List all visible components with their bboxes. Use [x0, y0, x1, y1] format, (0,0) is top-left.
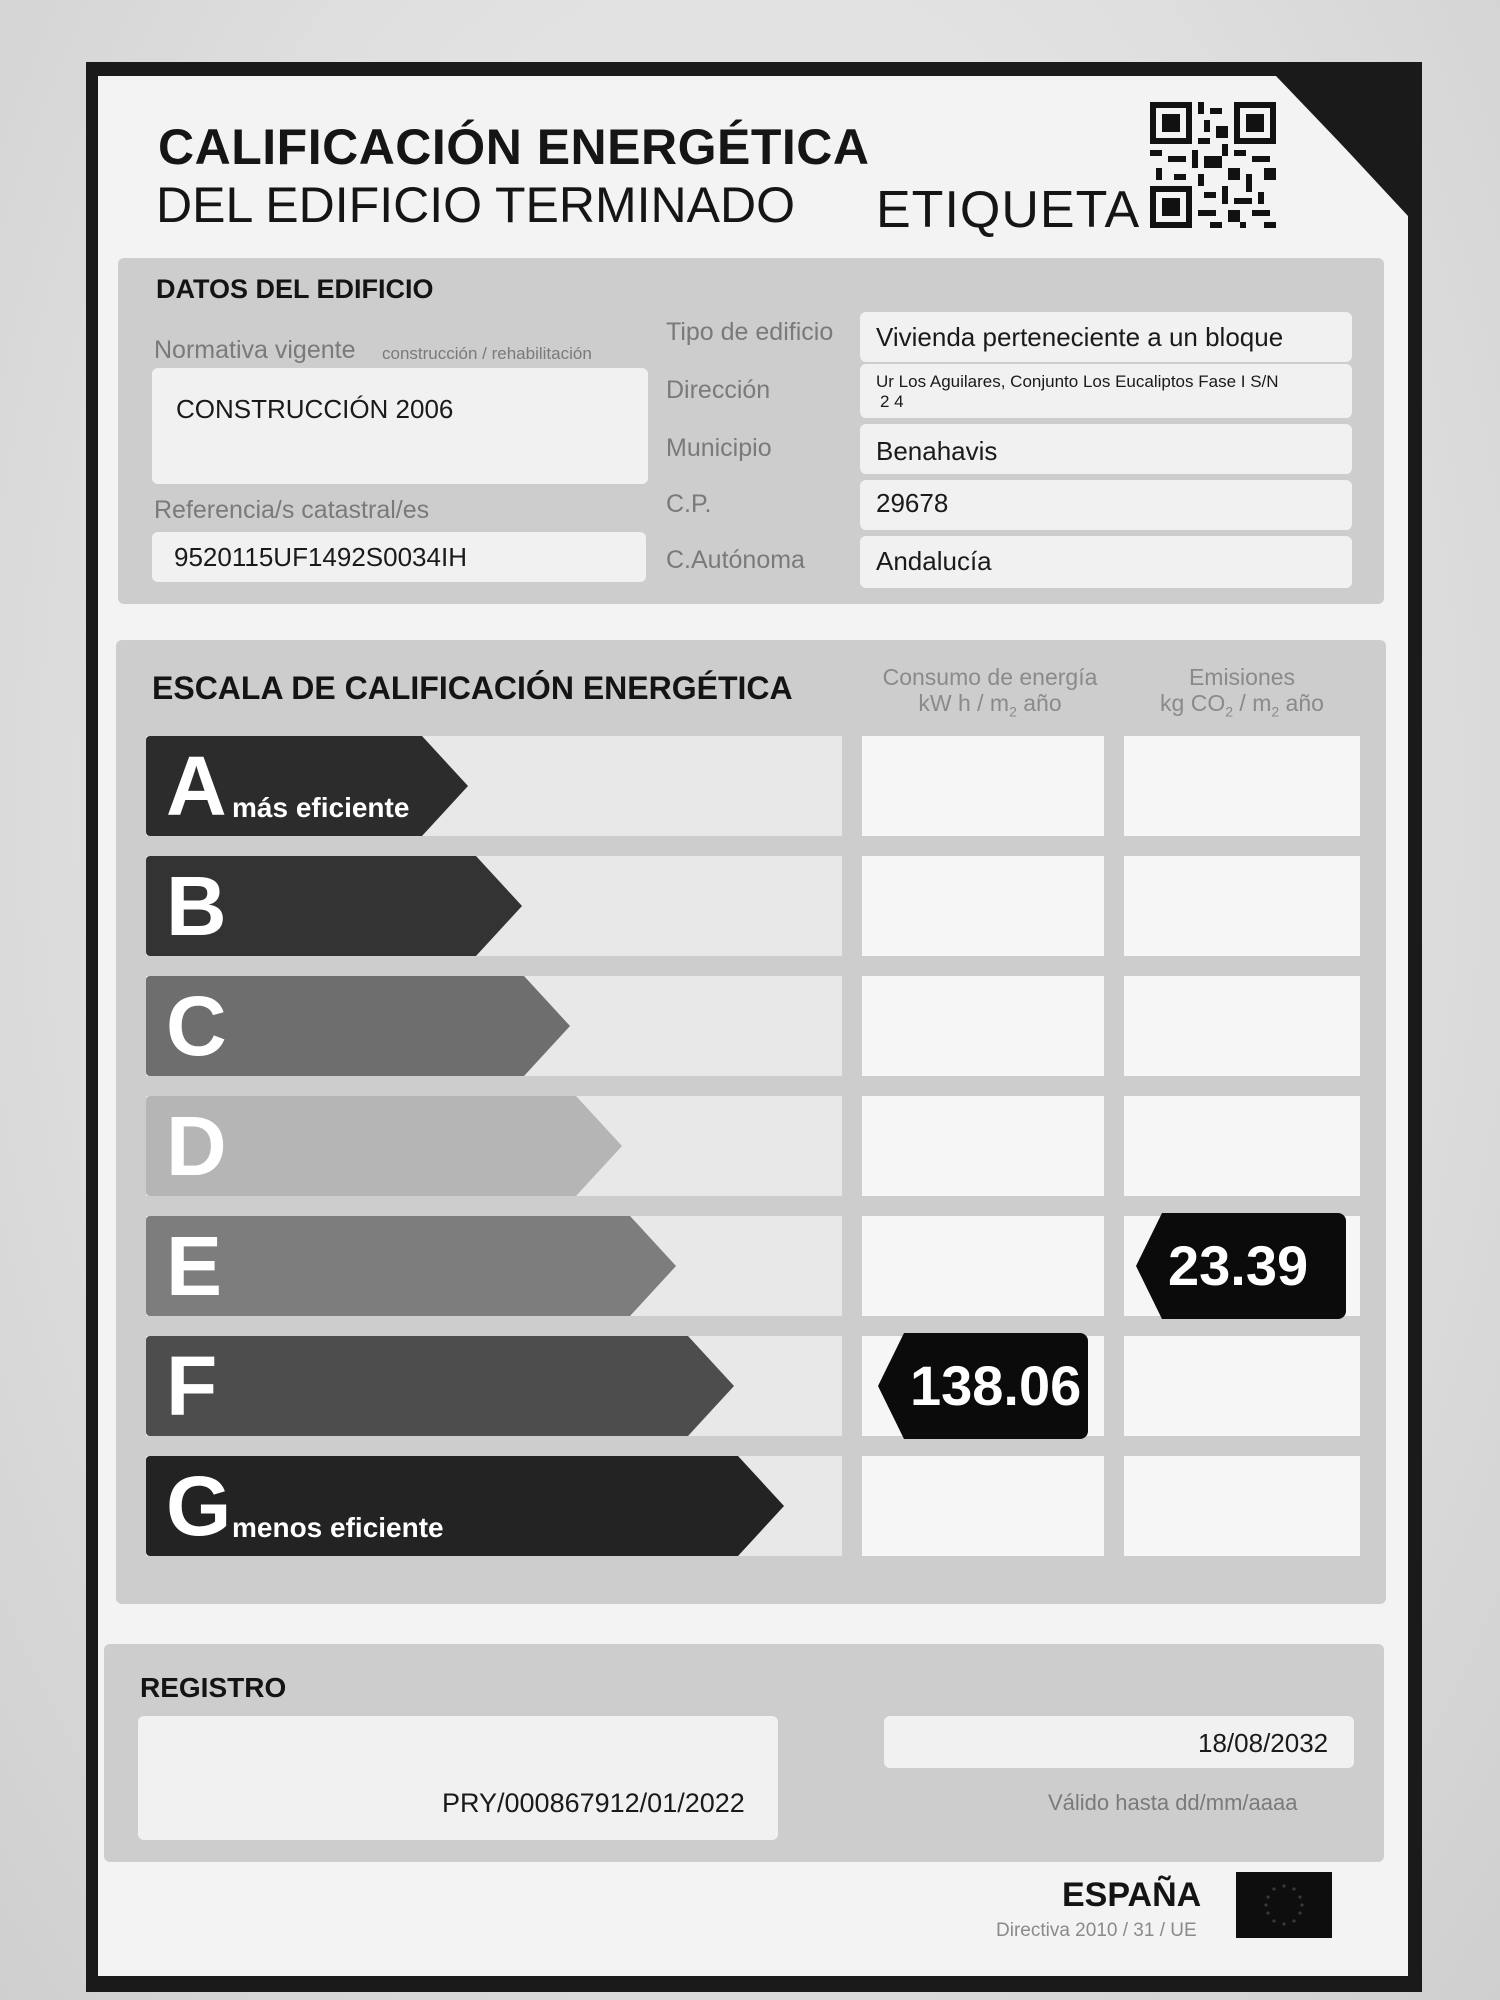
cp-label: C.P.: [666, 490, 712, 518]
rating-letter-e: E: [166, 1219, 223, 1313]
tipo-label: Tipo de edificio: [666, 318, 834, 346]
rating-letter-g: G: [166, 1459, 232, 1553]
emisiones-cell-d: [1124, 1096, 1360, 1196]
consumo-header-unit: [860, 690, 1120, 725]
ca-label: C.Autónoma: [666, 546, 805, 574]
title-line-1: CALIFICACIÓN ENERGÉTICA: [158, 119, 870, 175]
direccion-value-line2: 2 4: [880, 392, 904, 411]
emisiones-header-unit: [1124, 690, 1360, 725]
emisiones-unit-sub2: 2: [1271, 703, 1280, 720]
consumo-unit-sub: 2: [1009, 703, 1017, 720]
consumo-cell-a: [862, 736, 1104, 836]
emisiones-unit-b: / m: [1233, 690, 1272, 716]
direccion-value-line1: Ur Los Aguilares, Conjunto Los Eucaliptos Fase I S/N: [876, 372, 1279, 391]
referencia-value: 9520115UF1492S0034IH: [174, 542, 467, 572]
rating-letter-b: B: [166, 859, 227, 953]
rating-sublabel-a: más eficiente: [232, 792, 410, 823]
municipio-value: Benahavis: [876, 436, 998, 466]
emisiones-cell-b: [1124, 856, 1360, 956]
referencia-label: Referencia/s catastral/es: [154, 496, 430, 524]
emisiones-unit-a: kg CO: [1160, 690, 1226, 716]
consumo-unit-tail: año: [1016, 690, 1062, 716]
emisiones-indicator-value: 23.39: [1168, 1234, 1309, 1297]
registry-number-box: [138, 1716, 778, 1840]
registry-number: PRY/000867912/01/2022: [442, 1788, 745, 1818]
emisiones-cell-g: [1124, 1456, 1360, 1556]
registry-heading: REGISTRO: [140, 1672, 287, 1703]
rating-letter-d: D: [166, 1099, 227, 1193]
consumo-cell-e: [862, 1216, 1104, 1316]
title-line-2: DEL EDIFICIO TERMINADO: [156, 177, 795, 233]
rating-letter-a: A: [166, 739, 227, 833]
valid-date: 18/08/2032: [1198, 1728, 1329, 1758]
emisiones-column-header: [1124, 664, 1360, 725]
rating-sublabel-g: menos eficiente: [232, 1512, 444, 1543]
consumo-cell-d: [862, 1096, 1104, 1196]
etiqueta-label: ETIQUETA: [876, 181, 1141, 239]
building-data-heading: DATOS DEL EDIFICIO: [156, 274, 434, 304]
consumo-header-line1: Consumo de energía: [882, 664, 1098, 690]
ca-value: Andalucía: [876, 546, 992, 576]
emisiones-cell-a: [1124, 736, 1360, 836]
emisiones-unit-tail: año: [1279, 690, 1324, 716]
tipo-value: Vivienda perteneciente a un bloque: [876, 322, 1284, 352]
directive-label: Directiva 2010 / 31 / UE: [996, 1920, 1197, 1941]
rating-letter-f: F: [166, 1339, 218, 1433]
normativa-label: Normativa vigente: [154, 336, 356, 364]
normativa-sublabel: construcción / rehabilitación: [382, 344, 592, 363]
municipio-label: Municipio: [666, 434, 772, 462]
consumo-unit-main: kW h / m: [918, 690, 1010, 716]
emisiones-cell-c: [1124, 976, 1360, 1076]
qr-code-icon: [1150, 102, 1276, 228]
rating-letter-c: C: [166, 979, 227, 1073]
rating-bar-e: [146, 1216, 676, 1316]
valid-date-label: Válido hasta dd/mm/aaaa: [1048, 1790, 1298, 1815]
emisiones-cell-f: [1124, 1336, 1360, 1436]
direccion-label: Dirección: [666, 376, 771, 404]
consumo-cell-g: [862, 1456, 1104, 1556]
normativa-box: [152, 368, 648, 484]
emisiones-unit-sub1: 2: [1225, 703, 1234, 720]
emisiones-header-line1: Emisiones: [1188, 664, 1296, 690]
cp-value: 29678: [876, 488, 949, 518]
eu-flag-icon: [1236, 1872, 1332, 1938]
energy-scale-heading: ESCALA DE CALIFICACIÓN ENERGÉTICA: [152, 670, 793, 706]
consumo-indicator-value: 138.06: [910, 1354, 1082, 1417]
consumo-cell-b: [862, 856, 1104, 956]
country-label: ESPAÑA: [1062, 1876, 1202, 1914]
consumo-column-header: [860, 664, 1120, 725]
normativa-value: CONSTRUCCIÓN 2006: [176, 394, 454, 424]
rating-bar-f: [146, 1336, 734, 1436]
consumo-cell-c: [862, 976, 1104, 1076]
